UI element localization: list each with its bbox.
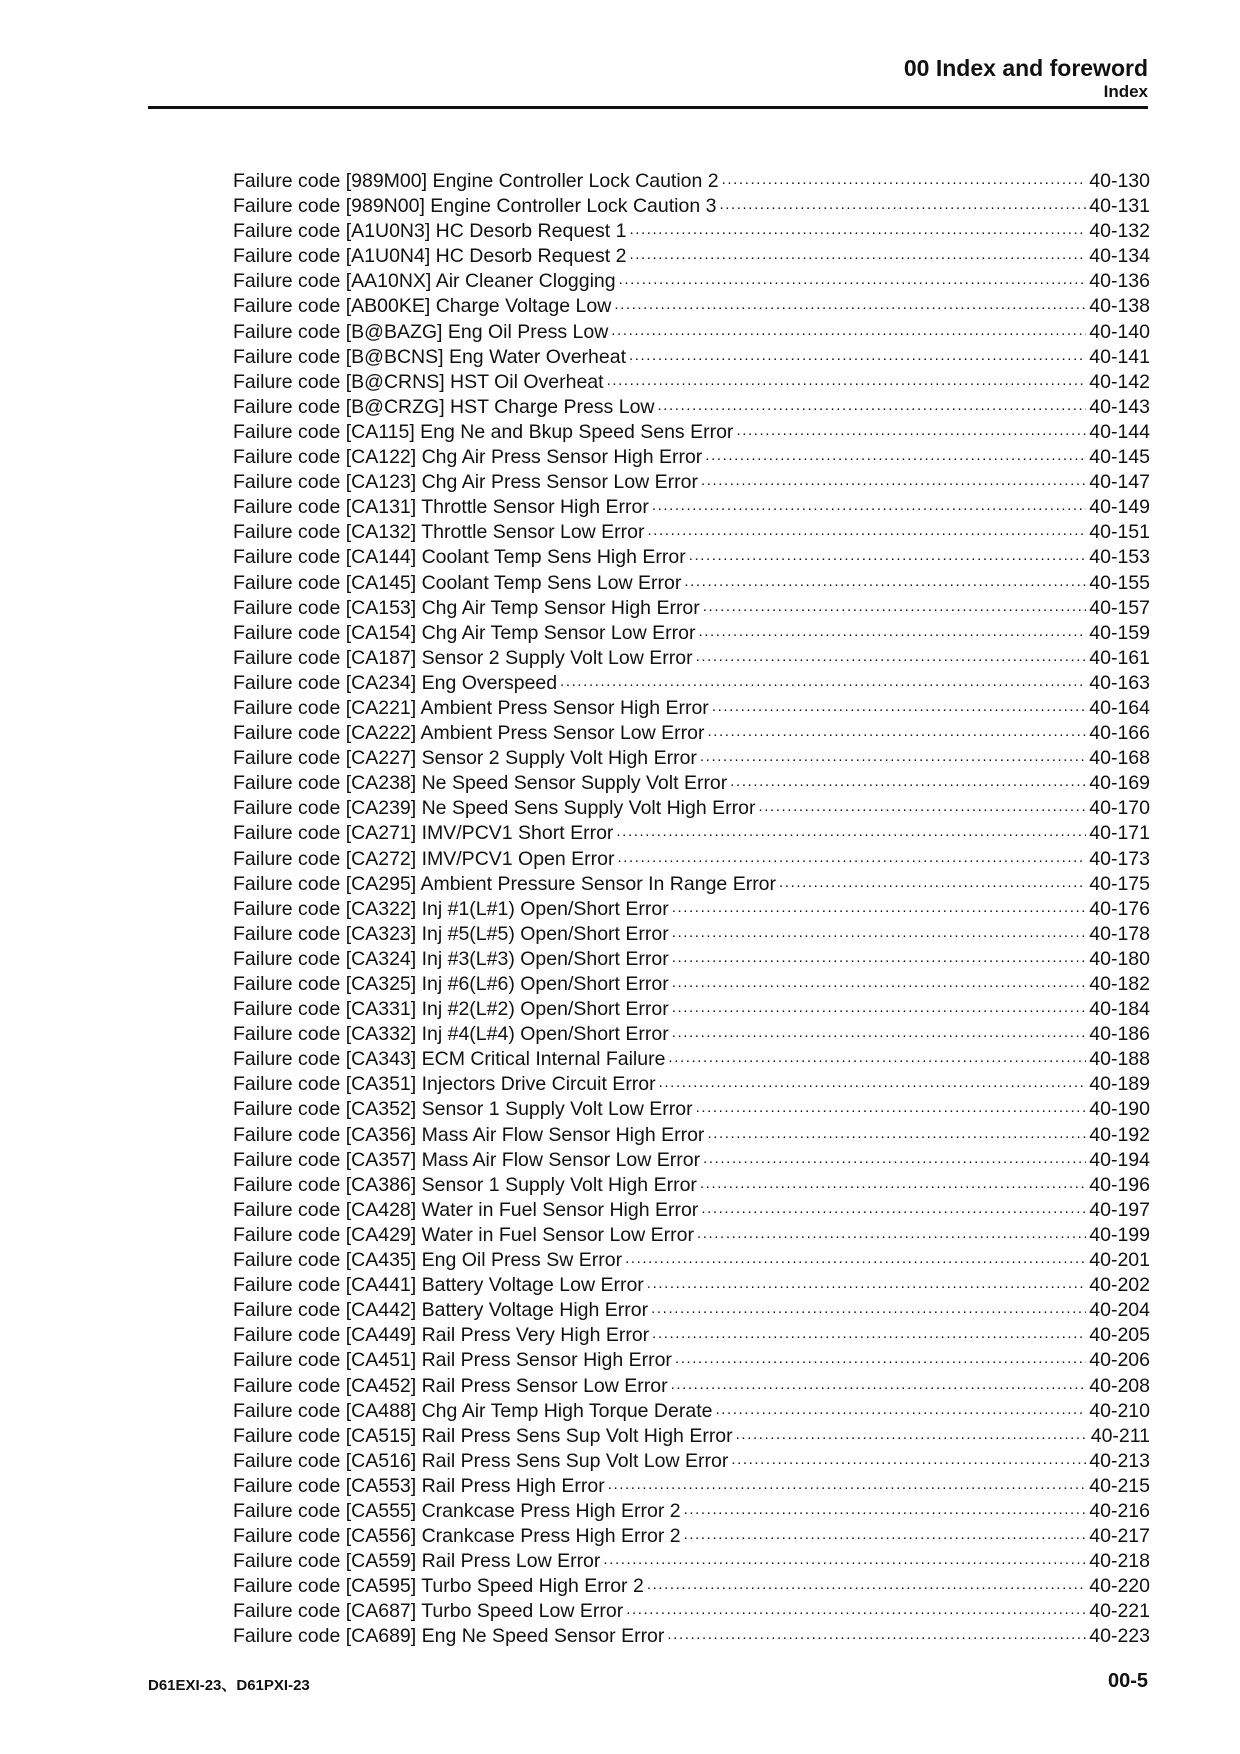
dot-leader [608, 1472, 1087, 1492]
dot-leader [629, 217, 1086, 237]
index-entry[interactable] [233, 393, 1150, 418]
dot-leader [675, 1346, 1086, 1366]
index-entry-page: 40-204 [1089, 1299, 1150, 1322]
index-entry[interactable] [233, 845, 1150, 870]
index-entry-page: 40-175 [1089, 872, 1150, 895]
index-entry-title: Failure code [CA332] Inj #4(L#4) Open/Short Error [233, 1023, 669, 1046]
index-entry-title: Failure code [CA689] Eng Ne Speed Sensor Error [233, 1625, 665, 1648]
index-entry-page: 40-186 [1089, 1023, 1150, 1046]
index-entry[interactable] [233, 1171, 1150, 1196]
dot-leader [707, 719, 1086, 739]
index-entry[interactable] [233, 1447, 1150, 1472]
index-entry-page: 40-215 [1089, 1474, 1150, 1497]
index-entry-title: Failure code [CA145] Coolant Temp Sens Low Error [233, 571, 682, 594]
dot-leader [719, 192, 1086, 212]
index-entry-page: 40-149 [1089, 496, 1150, 519]
index-entry-page: 40-210 [1089, 1399, 1150, 1422]
dot-leader [705, 443, 1086, 463]
index-entry-page: 40-211 [1090, 1424, 1150, 1447]
dot-leader [703, 1146, 1086, 1166]
index-entry-page: 40-221 [1089, 1600, 1150, 1623]
index-entry-title: Failure code [CA227] Sensor 2 Supply Volt High Error [233, 747, 697, 770]
dot-leader [701, 1196, 1086, 1216]
index-entry-page: 40-136 [1089, 270, 1150, 293]
index-entry[interactable] [233, 1095, 1150, 1120]
index-entry-page: 40-132 [1089, 220, 1150, 243]
dot-leader [672, 895, 1087, 915]
index-entry[interactable] [233, 192, 1150, 217]
index-entry-title: Failure code [CA271] IMV/PCV1 Short Error [233, 822, 614, 845]
index-entry-page: 40-151 [1089, 521, 1150, 544]
index-entry[interactable] [233, 995, 1150, 1020]
index-entry-page: 40-217 [1089, 1525, 1150, 1548]
index-entry[interactable] [233, 694, 1150, 719]
index-entry[interactable] [233, 1547, 1150, 1572]
index-entry[interactable] [233, 970, 1150, 995]
index-entry-title: Failure code [CA132] Throttle Sensor Low Error [233, 521, 645, 544]
index-entry[interactable] [233, 1597, 1150, 1622]
index-entry-title: Failure code [B@CRZG] HST Charge Press Low [233, 395, 655, 418]
dot-leader [652, 1321, 1086, 1341]
index-entry-title: Failure code [B@CRNS] HST Oil Overheat [233, 370, 604, 393]
index-entry[interactable] [233, 594, 1150, 619]
index-entry-page: 40-130 [1089, 170, 1150, 192]
index-entry-title: Failure code [CA352] Sensor 1 Supply Volt Low Error [233, 1098, 693, 1121]
dot-leader [712, 694, 1086, 714]
index-entry-page: 40-143 [1089, 395, 1150, 418]
index-entry[interactable] [233, 1196, 1150, 1221]
dot-leader [715, 1397, 1086, 1417]
index-entry-title: Failure code [CA324] Inj #3(L#3) Open/Short Error [233, 947, 669, 970]
index-entry[interactable] [233, 242, 1150, 267]
dot-leader [671, 1372, 1087, 1392]
index-entry[interactable] [233, 518, 1150, 543]
index-entry-title: Failure code [CA123] Chg Air Press Sensor Low Error [233, 471, 698, 494]
index-entry[interactable] [233, 1070, 1150, 1095]
dot-leader [647, 1572, 1086, 1592]
index-entry[interactable] [233, 920, 1150, 945]
index-entry-page: 40-169 [1089, 772, 1150, 795]
index-entry[interactable] [233, 1321, 1150, 1346]
dot-leader [647, 1271, 1086, 1291]
index-entry-page: 40-157 [1089, 596, 1150, 619]
section-subtitle: Index [1103, 82, 1148, 101]
index-entry[interactable] [233, 619, 1150, 644]
index-entry[interactable] [233, 1497, 1150, 1522]
index-entry-page: 40-192 [1089, 1123, 1150, 1146]
index-entry-page: 40-142 [1089, 370, 1150, 393]
index-entry-title: Failure code [CA122] Chg Air Press Sensor High Error [233, 446, 703, 469]
index-entry-title: Failure code [CA234] Eng Overspeed [233, 671, 558, 694]
index-entry-page: 40-182 [1089, 973, 1150, 995]
index-entry-page: 40-190 [1089, 1098, 1150, 1121]
dot-leader [722, 167, 1087, 187]
dot-leader [700, 744, 1086, 764]
index-entry[interactable] [233, 794, 1150, 819]
index-list [233, 167, 1150, 1648]
index-entry-title: Failure code [CA187] Sensor 2 Supply Volt Low Error [233, 646, 693, 669]
index-entry-page: 40-159 [1089, 621, 1150, 644]
dot-leader [701, 468, 1086, 488]
dot-leader [731, 1447, 1086, 1467]
index-entry-title: Failure code [CA553] Rail Press High Error [233, 1474, 605, 1497]
index-entry[interactable] [233, 1572, 1150, 1597]
dot-leader [668, 1045, 1086, 1065]
index-entry[interactable] [233, 267, 1150, 292]
index-entry-title: Failure code [CA322] Inj #1(L#1) Open/Short Error [233, 897, 669, 920]
dot-leader [658, 393, 1087, 413]
index-entry[interactable] [233, 292, 1150, 317]
index-entry-title: Failure code [CA595] Turbo Speed High Error 2 [233, 1575, 644, 1598]
dot-leader [629, 343, 1086, 363]
index-entry-page: 40-176 [1089, 897, 1150, 920]
index-entry[interactable] [233, 1397, 1150, 1422]
index-entry-page: 40-173 [1089, 847, 1150, 870]
index-entry-page: 40-189 [1089, 1073, 1150, 1096]
dot-leader [560, 669, 1086, 689]
dot-leader [684, 1522, 1087, 1542]
index-entry-page: 40-218 [1089, 1550, 1150, 1573]
dot-leader [611, 318, 1086, 338]
index-entry-title: Failure code [CA221] Ambient Press Sensor High Error [233, 696, 709, 719]
dot-leader [672, 970, 1087, 990]
index-entry-page: 40-161 [1089, 646, 1150, 669]
index-entry-page: 40-216 [1089, 1499, 1150, 1522]
index-entry-title: Failure code [CA115] Eng Ne and Bkup Speed Sens Error [233, 420, 734, 443]
dot-leader [667, 1622, 1086, 1642]
index-entry[interactable] [233, 895, 1150, 920]
index-entry-title: Failure code [CA516] Rail Press Sens Sup Volt Low Error [233, 1449, 729, 1472]
dot-leader [698, 619, 1086, 639]
index-entry[interactable] [233, 870, 1150, 895]
index-entry-page: 40-153 [1089, 546, 1150, 569]
index-entry-page: 40-223 [1089, 1625, 1150, 1648]
index-entry-title: Failure code [CA356] Mass Air Flow Sensor High Error [233, 1123, 705, 1146]
dot-leader [696, 644, 1087, 664]
section-title: 00 Index and foreword [903, 55, 1148, 81]
index-entry-title: Failure code [CA451] Rail Press Sensor High Error [233, 1349, 672, 1372]
index-entry-page: 40-144 [1089, 420, 1150, 443]
index-entry-title: Failure code [B@BAZG] Eng Oil Press Low [233, 320, 609, 343]
index-entry[interactable] [233, 493, 1150, 518]
index-entry-page: 40-188 [1089, 1048, 1150, 1071]
index-entry-title: Failure code [CA386] Sensor 1 Supply Volt High Error [233, 1173, 697, 1196]
index-entry-title: Failure code [CA555] Crankcase Press High Error 2 [233, 1499, 681, 1522]
dot-leader [684, 569, 1086, 589]
index-entry-title: Failure code [CA515] Rail Press Sens Sup Volt High Error [233, 1424, 733, 1447]
dot-leader [758, 794, 1086, 814]
index-entry-title: Failure code [CA343] ECM Critical Internal Failure [233, 1048, 666, 1071]
index-entry-title: Failure code [CA435] Eng Oil Press Sw Error [233, 1249, 623, 1272]
index-entry[interactable] [233, 1271, 1150, 1296]
index-entry-title: Failure code [CA687] Turbo Speed Low Error [233, 1600, 624, 1623]
index-entry[interactable] [233, 318, 1150, 343]
dot-leader [629, 242, 1086, 262]
index-entry-title: Failure code [CA452] Rail Press Sensor Low Error [233, 1374, 668, 1397]
index-entry-title: Failure code [CA559] Rail Press Low Error [233, 1550, 601, 1573]
index-entry-title: Failure code [CA272] IMV/PCV1 Open Error [233, 847, 615, 870]
index-entry-title: Failure code [989N00] Engine Controller Lock Caution 3 [233, 195, 717, 218]
index-entry-page: 40-140 [1089, 320, 1150, 343]
dot-leader [689, 543, 1087, 563]
index-entry-title: Failure code [AA10NX] Air Cleaner Clogging [233, 270, 616, 293]
index-entry[interactable] [233, 945, 1150, 970]
index-entry[interactable] [233, 1296, 1150, 1321]
index-entry-page: 40-170 [1089, 797, 1150, 820]
index-entry[interactable] [233, 217, 1150, 242]
page-header [148, 54, 1148, 102]
index-entry-page: 40-199 [1089, 1223, 1150, 1246]
index-entry-page: 40-206 [1089, 1349, 1150, 1372]
index-entry-title: Failure code [CA428] Water in Fuel Sensor High Error [233, 1198, 699, 1221]
index-entry-title: Failure code [CA441] Battery Voltage Low Error [233, 1274, 644, 1297]
index-entry[interactable] [233, 1522, 1150, 1547]
index-entry-title: Failure code [CA442] Battery Voltage High Error [233, 1299, 649, 1322]
dot-leader [672, 945, 1087, 965]
index-entry-page: 40-194 [1089, 1148, 1150, 1171]
index-entry-title: Failure code [CA238] Ne Speed Sensor Supply Volt Error [233, 772, 728, 795]
index-entry[interactable] [233, 1372, 1150, 1397]
index-entry[interactable] [233, 167, 1150, 192]
index-entry-page: 40-201 [1089, 1249, 1150, 1272]
dot-leader [651, 1296, 1086, 1316]
index-entry[interactable] [233, 1020, 1150, 1045]
dot-leader [626, 1597, 1086, 1617]
index-entry-title: Failure code [B@BCNS] Eng Water Overheat [233, 345, 626, 368]
index-entry[interactable] [233, 1346, 1150, 1371]
index-entry[interactable] [233, 468, 1150, 493]
dot-leader [659, 1070, 1087, 1090]
index-entry[interactable] [233, 1622, 1150, 1647]
header-divider [148, 106, 1148, 109]
footer-model: D61EXI-23、D61PXI-23 [148, 1677, 310, 1694]
index-entry[interactable] [233, 543, 1150, 568]
index-entry[interactable] [233, 1422, 1150, 1447]
index-entry-title: Failure code [CA488] Chg Air Temp High Torque Derate [233, 1399, 713, 1422]
index-entry-page: 40-184 [1089, 998, 1150, 1021]
index-entry-page: 40-138 [1089, 295, 1150, 318]
index-entry[interactable] [233, 1221, 1150, 1246]
index-entry-page: 40-180 [1089, 947, 1150, 970]
index-entry-page: 40-202 [1089, 1274, 1150, 1297]
index-entry-page: 40-131 [1089, 195, 1150, 218]
dot-leader [672, 995, 1087, 1015]
index-entry-page: 40-197 [1089, 1198, 1150, 1221]
index-entry-page: 40-171 [1089, 822, 1150, 845]
index-entry[interactable] [233, 644, 1150, 669]
dot-leader [730, 769, 1086, 789]
index-entry-page: 40-208 [1089, 1374, 1150, 1397]
index-entry-title: Failure code [CA556] Crankcase Press High Error 2 [233, 1525, 681, 1548]
index-entry-page: 40-164 [1089, 696, 1150, 719]
index-entry-title: Failure code [AB00KE] Charge Voltage Low [233, 295, 612, 318]
dot-leader [736, 1422, 1088, 1442]
index-entry[interactable] [233, 418, 1150, 443]
index-entry-page: 40-163 [1089, 671, 1150, 694]
dot-leader [614, 292, 1086, 312]
dot-leader [648, 518, 1087, 538]
index-entry[interactable] [233, 1121, 1150, 1146]
index-entry-page: 40-178 [1089, 922, 1150, 945]
index-entry-title: Failure code [CA357] Mass Air Flow Sensor Low Error [233, 1148, 701, 1171]
index-entry-page: 40-141 [1089, 345, 1150, 368]
dot-leader [696, 1095, 1087, 1115]
footer-page-number: 00-5 [1107, 1670, 1148, 1692]
index-entry-page: 40-205 [1089, 1324, 1150, 1347]
index-entry-title: Failure code [CA239] Ne Speed Sens Supply Volt High Error [233, 797, 756, 820]
index-entry-title: Failure code [CA351] Injectors Drive Circuit Error [233, 1073, 656, 1096]
index-entry[interactable] [233, 569, 1150, 594]
index-entry-page: 40-145 [1089, 446, 1150, 469]
index-entry[interactable] [233, 769, 1150, 794]
dot-leader [672, 1020, 1087, 1040]
index-entry[interactable] [233, 1146, 1150, 1171]
dot-leader [616, 819, 1086, 839]
index-entry-title: Failure code [CA331] Inj #2(L#2) Open/Short Error [233, 998, 669, 1021]
index-entry-title: Failure code [CA449] Rail Press Very High Error [233, 1324, 650, 1347]
index-entry-title: Failure code [A1U0N4] HC Desorb Request 2 [233, 245, 627, 268]
index-entry-title: Failure code [CA153] Chg Air Temp Sensor High Error [233, 596, 700, 619]
index-entry[interactable] [233, 719, 1150, 744]
index-entry-page: 40-155 [1089, 571, 1150, 594]
dot-leader [707, 1121, 1086, 1141]
index-entry-page: 40-220 [1089, 1575, 1150, 1598]
dot-leader [684, 1497, 1087, 1517]
index-entry-title: Failure code [CA222] Ambient Press Sensor Low Error [233, 722, 705, 745]
index-entry-page: 40-166 [1089, 722, 1150, 745]
dot-leader [672, 920, 1087, 940]
index-entry-page: 40-147 [1089, 471, 1150, 494]
index-entry[interactable] [233, 443, 1150, 468]
index-entry-title: Failure code [989M00] Engine Controller Lock Caution 2 [233, 170, 719, 192]
index-entry-page: 40-213 [1089, 1449, 1150, 1472]
dot-leader [619, 267, 1087, 287]
index-entry-title: Failure code [CA131] Throttle Sensor High Error [233, 496, 649, 519]
dot-leader [603, 1547, 1086, 1567]
index-entry[interactable] [233, 368, 1150, 393]
index-entry[interactable] [233, 343, 1150, 368]
index-entry-title: Failure code [A1U0N3] HC Desorb Request 1 [233, 220, 627, 243]
index-entry-page: 40-168 [1089, 747, 1150, 770]
index-entry[interactable] [233, 1246, 1150, 1271]
index-entry[interactable] [233, 669, 1150, 694]
index-entry[interactable] [233, 744, 1150, 769]
index-entry-title: Failure code [CA154] Chg Air Temp Sensor Low Error [233, 621, 696, 644]
index-entry[interactable] [233, 1472, 1150, 1497]
index-entry-title: Failure code [CA325] Inj #6(L#6) Open/Short Error [233, 973, 669, 995]
index-entry-title: Failure code [CA144] Coolant Temp Sens High Error [233, 546, 686, 569]
dot-leader [607, 368, 1087, 388]
index-entry[interactable] [233, 1045, 1150, 1070]
dot-leader [618, 845, 1087, 865]
dot-leader [736, 418, 1086, 438]
dot-leader [703, 594, 1087, 614]
dot-leader [779, 870, 1086, 890]
index-entry-title: Failure code [CA323] Inj #5(L#5) Open/Short Error [233, 922, 669, 945]
dot-leader [697, 1221, 1086, 1241]
index-entry[interactable] [233, 819, 1150, 844]
dot-leader [652, 493, 1086, 513]
dot-leader [625, 1246, 1086, 1266]
index-entry-title: Failure code [CA295] Ambient Pressure Sensor In Range Error [233, 872, 777, 895]
index-entry-page: 40-196 [1089, 1173, 1150, 1196]
dot-leader [700, 1171, 1086, 1191]
index-entry-page: 40-134 [1089, 245, 1150, 268]
index-entry-title: Failure code [CA429] Water in Fuel Sensor Low Error [233, 1223, 694, 1246]
